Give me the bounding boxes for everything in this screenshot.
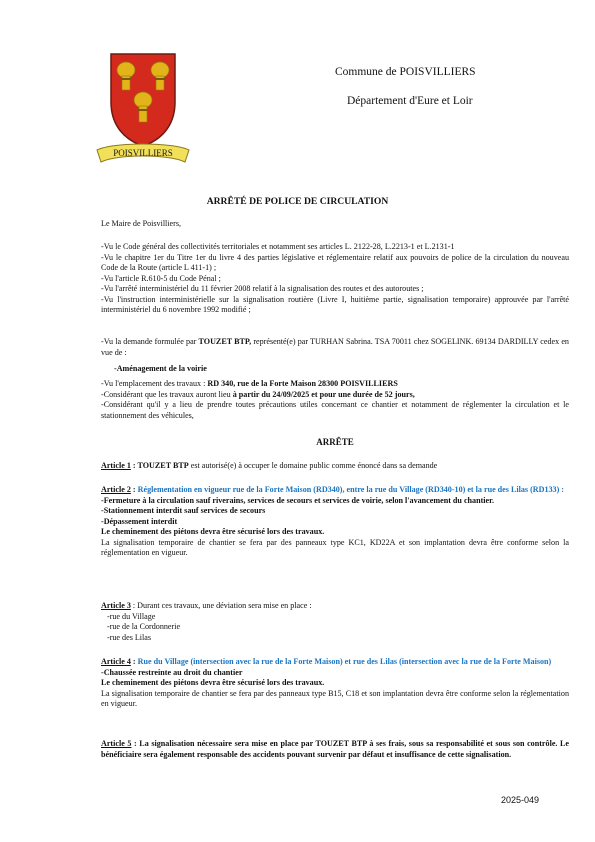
vu-item: -Vu l'instruction interministérielle sur la signalisation routière (Livre I, huitième partie, signalisation temporaire) approuvée par l'arrêté interministériel du 6 novembre 1992 modifié ; <box>101 294 569 315</box>
intro-line: Le Maire de Poisvilliers, <box>101 219 182 228</box>
article-4: Article 4 : Rue du Village (intersection avec la rue de la Forte Maison) et rue des Lilas (intersection avec la rue de la Forte Maison) -Chaussée restreinte au droit du chantier Le cheminement des piétons devra être sécurisé lors des travaux. La signalisation temporaire de chantier se fera par des panneaux type B15, C18 et son implantation devra être conforme selon la réglementation en vigueur. <box>101 657 569 709</box>
signalisation-line: La signalisation temporaire de chantier se fera par des panneaux type KC1, KD22A et son implantation devra être conforme selon la réglementation en vigueur. <box>101 537 569 558</box>
logo-banner-text: POISVILLIERS <box>113 148 173 158</box>
vu-item: -Vu l'article R.610-5 du Code Pénal ; <box>101 273 221 283</box>
article-4-heading: Rue du Village (intersection avec la rue de la Forte Maison) et rue des Lilas (intersection avec la rue de la Forte Maison) <box>137 657 552 666</box>
article-2: Article 2 : Réglementation en vigueur rue de la Forte Maison (RD340), entre la rue du Village (RD340-10) et la rue des Lilas (RD133) : -Fermeture à la circulation sauf riverains, services de secours et services de voirie, selon l'avancement du chantier. -Stationnement interdit sauf services de secours -Dépassement interdit Le cheminement des piétons devra être sécurisé lors des travaux. La signalisation temporaire de chantier se fera par des panneaux type KC1, KD22A et son implantation devra être conforme selon la réglementation en vigueur. <box>101 485 569 558</box>
departement-line: Département d'Eure et Loir <box>347 95 473 107</box>
coat-of-arms-logo <box>93 50 193 168</box>
article-5: Article 5 : La signalisation nécessaire sera mise en place par TOUZET BTP à ses frais, sous sa responsabilité et sous son contrôle. Le bénéficiaire sera également responsable des accidents pouvant survenir par défaut et insuffisance de cette signalisation. <box>101 739 569 759</box>
document-title: ARRÊTÉ DE POLICE DE CIRCULATION <box>206 196 389 207</box>
vu-item: -Vu l'arrêté interministériel du 11 février 2008 relatif à la signalisation des routes et des autoroutes ; <box>101 284 424 294</box>
vu-list <box>101 242 569 316</box>
depassement-line: -Dépassement interdit <box>101 516 178 526</box>
deviation-street: -rue de la Cordonnerie <box>107 622 181 632</box>
document-reference: 2025-049 <box>500 795 539 805</box>
article-3: Article 3 : Durant ces travaux, une déviation sera mise en place : -rue du Village -rue de la Cordonnerie -rue des Lilas <box>101 601 569 643</box>
chaussee-line: -Chaussée restreinte au droit du chantier <box>101 667 243 677</box>
signalisation-line: La signalisation temporaire de chantier se fera par des panneaux type B15, C18 et son implantation devra être conforme selon la réglementation en vigueur. <box>101 688 569 709</box>
emplacement-line: -Vu l'emplacement des travaux : RD 340, rue de la Forte Maison 28300 POISVILLIERS <box>101 379 398 388</box>
precautions-line: -Considérant qu'il y a lieu de prendre toutes précautions utiles concernant ce chantier et notamment de réglementer la circulation et le stationnement des véhicules, <box>101 400 569 420</box>
vu-item: -Vu le chapitre 1er du Titre 1er du livre 4 des parties législative et réglementaire relatif aux pouvoirs de police de la circulation du nouveau Code de la Route (article L 411-1) ; <box>101 252 569 273</box>
arrete-heading: ARRÊTE <box>316 437 354 447</box>
amenagement-line: -Aménagement de la voirie <box>114 364 207 373</box>
stationnement-line: -Stationnement interdit sauf services de secours <box>101 506 266 516</box>
article-1: Article 1 : TOUZET BTP est autorisé(e) à occuper le domaine public comme énoncé dans sa demande <box>101 461 438 470</box>
commune-line: Commune de POISVILLIERS <box>335 66 476 78</box>
commune-name: POISVILLIERS <box>399 66 476 78</box>
article-2-heading: Réglementation en vigueur rue de la Forte Maison (RD340), entre la rue du Village (RD340-10) et la rue des Lilas (RD133) : <box>137 485 565 494</box>
pietons-line: Le cheminement des piétons devra être sécurisé lors des travaux. <box>101 527 325 537</box>
fermeture-line: -Fermeture à la circulation sauf riverains, services de secours et services de voirie, selon l'avancement du chantier. <box>101 495 494 505</box>
vu-item: -Vu le Code général des collectivités territoriales et notamment ses articles L. 2122-28, L.2213-1 et L.2131-1 <box>101 242 455 251</box>
pietons-line: Le cheminement des piétons devra être sécurisé lors des travaux. <box>101 678 325 688</box>
demande-paragraph: -Vu la demande formulée par TOUZET BTP, représenté(e) par TURHAN Sabrina. TSA 70011 chez SOGELINK. 69134 DARDILLY cedex en vue de : <box>101 337 569 357</box>
deviation-street: -rue des Lilas <box>107 632 152 642</box>
considerants <box>101 379 569 421</box>
duree-line: -Considérant que les travaux auront lieu à partir du 24/09/2025 et pour une durée de 52 jours, <box>101 389 415 399</box>
deviation-street: -rue du Village <box>107 611 156 621</box>
